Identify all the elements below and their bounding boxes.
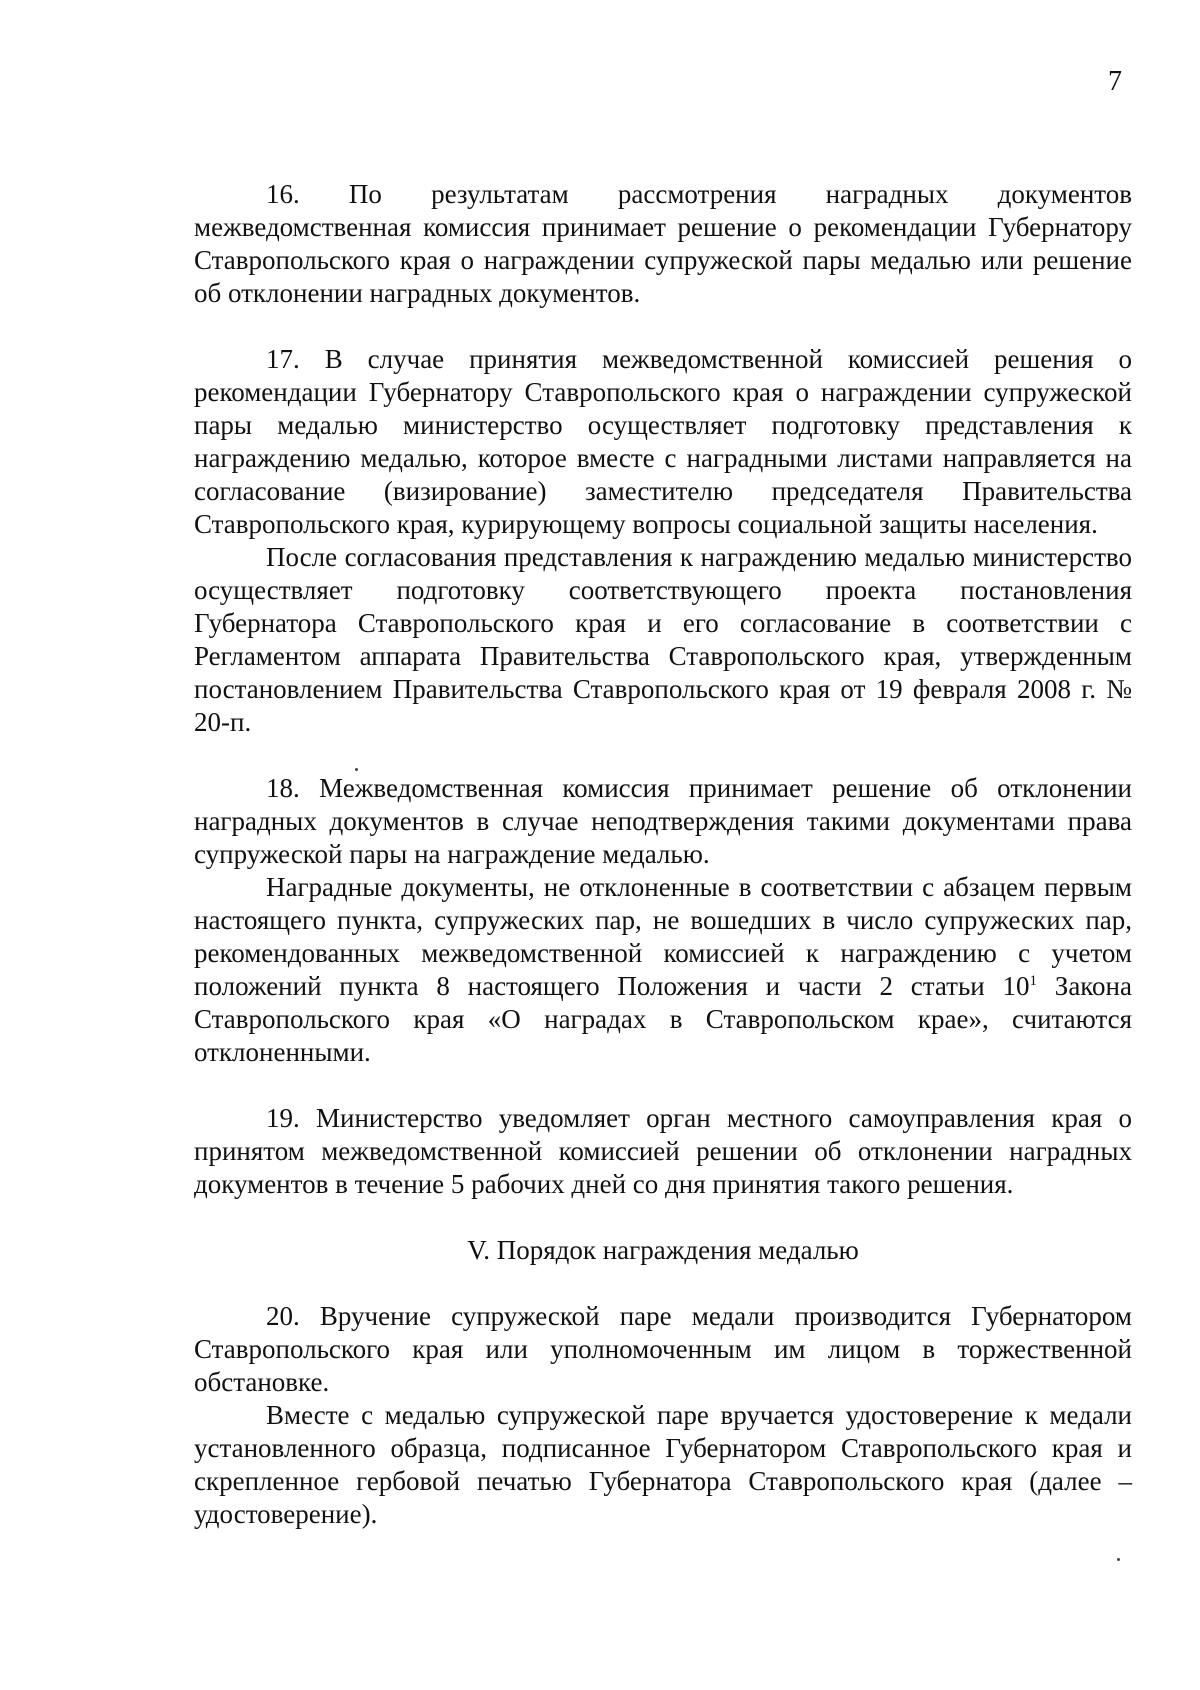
paragraph-18: 18. Межведомственная комиссия принимает решение об отклонении наградных документов в случае неподтверждения такими документами права супружеской пары на награждение медалью.: [194, 773, 1132, 869]
scan-speck: [1117, 1558, 1120, 1561]
paragraph-16: 16. По результатам рассмотрения наградных документов межведомственная комиссия принимает решение о рекомендации Губернатору Ставропольского края о награждении супружеской пары медалью или решение об отклонении наградных документов.: [194, 179, 1132, 308]
document-body: [194, 178, 1132, 1531]
paragraph-17: 17. В случае принятия межведомственной комиссией решения о рекомендации Губернатору Ставропольского края о награждении супружеской пары медалью министерство осуществляет подготовку представления к награждению медалью, которое вместе с наградными листами направляется на согласование (визирование) заместителю председателя Правительства Ставропольского края, курирующему вопросы социальной защиты населения.: [194, 344, 1132, 539]
paragraph-20: 20. Вручение супружеской паре медали производится Губернатором Ставропольского края или уполномоченным им лицом в торжественной обстановке.: [194, 1301, 1132, 1397]
page-number: 7: [1108, 66, 1122, 97]
paragraph-17-second: После согласования представления к награждению медалью министерство осуществляет подготовку соответствующего проекта постановления Губернатора Ставропольского края и его согласование в соответствии с Регламентом аппарата Правительства Ставропольского края, утвержденным постановлением Правительства Ставропольского края от 19 февраля 2008 г. № 20-п.: [194, 542, 1132, 737]
paragraph-18-second: [194, 871, 1132, 1069]
paragraph-19: 19. Министерство уведомляет орган местного самоуправления края о принятом межведомственной комиссией решении об отклонении наградных документов в течение 5 рабочих дней со дня принятия такого решения.: [194, 1103, 1132, 1199]
paragraph-20-second: Вместе с медалью супружеской паре вручается удостоверение к медали установленного образца, подписанное Губернатором Ставропольского края и скрепленное гербовой печатью Губернатора Ставропольского края (далее – удостоверение).: [194, 1400, 1132, 1529]
superscript-mark: 1: [1029, 973, 1038, 989]
section-heading: V. Порядок награждения медалью: [467, 1235, 859, 1265]
scan-speck: [355, 768, 358, 771]
paragraph-18-second-text: Наградные документы, не отклоненные в соответствии с абзацем первым настоящего пункта, супружеских пар, не вошедших в число супружеских пар, рекомендованных межведомственной комиссией к награждению с учетом положений пункта 8 настоящего Положения и части 2 статьи 10: [194, 872, 1132, 1001]
paragraph-18-second-text-end: Закона Ставропольского края «О наградах в Ставропольском крае», считаются отклоненными.: [194, 971, 1132, 1067]
